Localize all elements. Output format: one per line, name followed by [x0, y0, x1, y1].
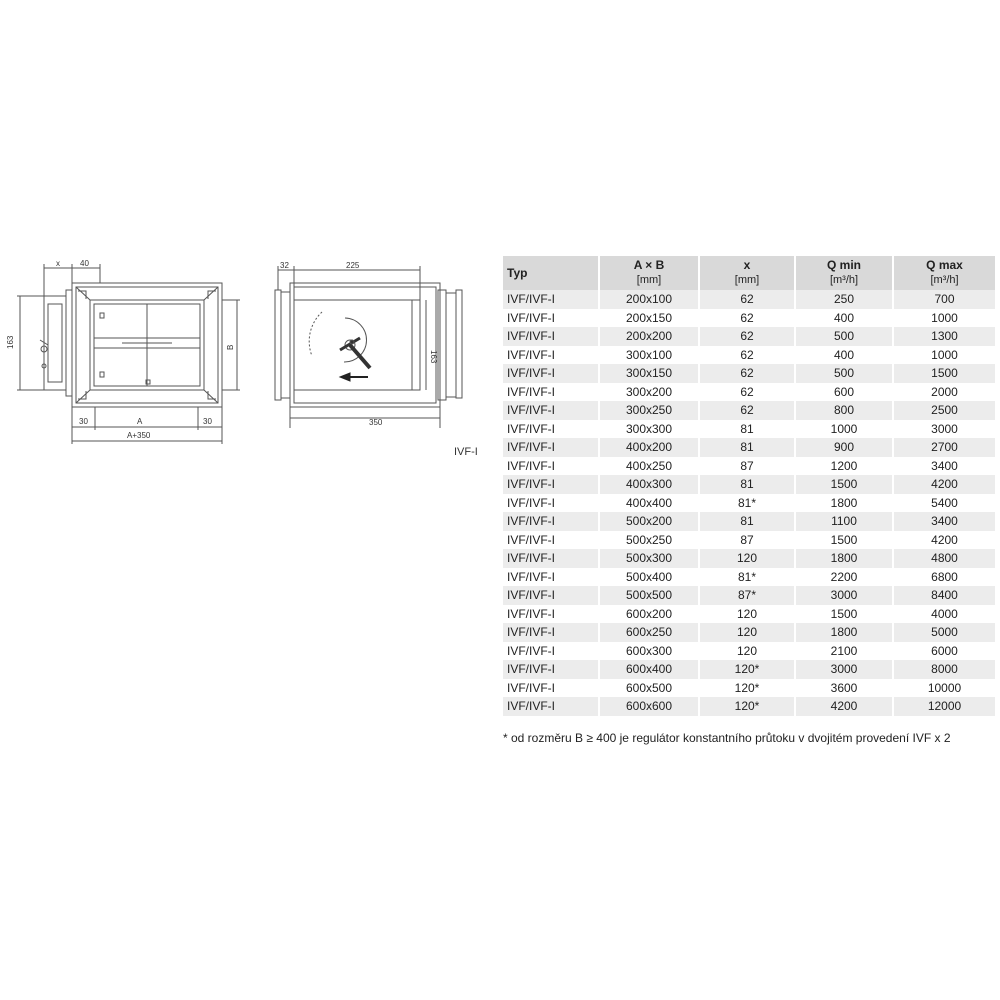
table-row [503, 642, 995, 661]
cell-x: 120* [699, 660, 795, 679]
table-row [503, 383, 995, 402]
table-row [503, 457, 995, 476]
dim-163-side-label: 163 [429, 350, 438, 364]
cell-x: 120 [699, 605, 795, 624]
cell-axb: 200x150 [599, 309, 699, 328]
table-row [503, 660, 995, 679]
cell-typ: IVF/IVF-I [503, 660, 599, 679]
cell-axb: 200x200 [599, 327, 699, 346]
header-qmax: Q max [m³/h] [893, 256, 995, 290]
cell-axb: 300x100 [599, 346, 699, 365]
header-typ: Typ [503, 256, 599, 290]
cell-axb: 600x400 [599, 660, 699, 679]
cell-qmin: 1500 [795, 605, 893, 624]
cell-typ: IVF/IVF-I [503, 420, 599, 439]
cell-axb: 300x150 [599, 364, 699, 383]
cell-typ: IVF/IVF-I [503, 549, 599, 568]
cell-x: 81 [699, 420, 795, 439]
cell-axb: 600x600 [599, 697, 699, 716]
cell-typ: IVF/IVF-I [503, 309, 599, 328]
cell-axb: 500x500 [599, 586, 699, 605]
table-row [503, 679, 995, 698]
cell-qmin: 500 [795, 364, 893, 383]
cell-x: 120* [699, 697, 795, 716]
header-axb: A × B [mm] [599, 256, 699, 290]
cell-typ: IVF/IVF-I [503, 457, 599, 476]
dim-30-left-label: 30 [79, 417, 88, 426]
table-row [503, 586, 995, 605]
cell-qmax: 1500 [893, 364, 995, 383]
dim-163-front-label: 163 [6, 335, 15, 349]
dim-a-label: A [137, 417, 143, 426]
cell-qmin: 2100 [795, 642, 893, 661]
cell-qmin: 3600 [795, 679, 893, 698]
table-footnote: * od rozměru B ≥ 400 je regulátor konstantního průtoku v dvojitém provedení IVF x 2 [503, 731, 951, 745]
specification-table [503, 256, 995, 716]
cell-qmax: 12000 [893, 697, 995, 716]
cell-x: 81* [699, 494, 795, 513]
cell-axb: 500x300 [599, 549, 699, 568]
cell-typ: IVF/IVF-I [503, 475, 599, 494]
cell-qmax: 8000 [893, 660, 995, 679]
cell-qmin: 3000 [795, 586, 893, 605]
cell-typ: IVF/IVF-I [503, 327, 599, 346]
cell-axb: 400x250 [599, 457, 699, 476]
cell-qmin: 1100 [795, 512, 893, 531]
cell-x: 120* [699, 679, 795, 698]
cell-x: 62 [699, 401, 795, 420]
cell-x: 62 [699, 290, 795, 309]
table-row [503, 309, 995, 328]
header-qmin: Q min [m³/h] [795, 256, 893, 290]
cell-axb: 600x250 [599, 623, 699, 642]
table-row [503, 494, 995, 513]
table-row [503, 568, 995, 587]
cell-qmin: 400 [795, 346, 893, 365]
cell-typ: IVF/IVF-I [503, 623, 599, 642]
cell-axb: 600x500 [599, 679, 699, 698]
cell-typ: IVF/IVF-I [503, 346, 599, 365]
cell-qmax: 3400 [931, 458, 958, 473]
cell-x: 62 [699, 364, 795, 383]
cell-qmin: 1800 [795, 494, 893, 513]
side-view-drawing [0, 0, 500, 500]
table-row [503, 364, 995, 383]
cell-typ: IVF/IVF-I [503, 512, 599, 531]
technical-drawings [0, 0, 500, 500]
table-row [503, 327, 995, 346]
cell-axb: 400x200 [599, 438, 699, 457]
cell-typ: IVF/IVF-I [503, 383, 599, 402]
cell-x: 81 [699, 512, 795, 531]
cell-axb: 500x250 [599, 531, 699, 550]
cell-x: 120 [699, 549, 795, 568]
cell-typ: IVF/IVF-I [503, 605, 599, 624]
cell-axb: 600x300 [599, 642, 699, 661]
cell-qmin: 2200 [795, 568, 893, 587]
model-label: IVF-I [454, 446, 478, 458]
cell-x: 62 [699, 383, 795, 402]
cell-qmax: 4200 [893, 475, 995, 494]
cell-x: 81 [699, 438, 795, 457]
cell-qmin: 1500 [795, 531, 893, 550]
cell-axb: 500x400 [599, 568, 699, 587]
cell-axb: 300x250 [599, 401, 699, 420]
cell-typ: IVF/IVF-I [503, 290, 599, 309]
header-x: x [mm] [699, 256, 795, 290]
cell-qmax: 1000 [931, 347, 958, 362]
cell-x: 62 [699, 346, 795, 365]
cell-axb: 300x200 [599, 383, 699, 402]
cell-x: 87 [699, 457, 795, 476]
cell-x: 87 [699, 531, 795, 550]
table-row [503, 438, 995, 457]
dim-x-label: x [56, 259, 60, 268]
cell-axb: 200x100 [599, 290, 699, 309]
cell-axb: 500x200 [599, 512, 699, 531]
cell-axb: 400x400 [599, 494, 699, 513]
cell-qmax: 2700 [893, 438, 995, 457]
cell-qmax: 1300 [893, 327, 995, 346]
table-row [503, 549, 995, 568]
cell-qmin: 1800 [795, 623, 893, 642]
cell-qmax: 5000 [893, 623, 995, 642]
cell-qmax: 10000 [927, 680, 962, 695]
cell-qmax: 2500 [893, 401, 995, 420]
table-row [503, 697, 995, 716]
cell-qmax: 2000 [931, 384, 958, 399]
table-row [503, 346, 995, 365]
cell-typ: IVF/IVF-I [503, 364, 599, 383]
dim-32-label: 32 [280, 261, 289, 270]
dim-b-label: B [226, 344, 235, 350]
cell-qmax: 700 [893, 290, 995, 309]
cell-x: 87* [699, 586, 795, 605]
table-row [503, 290, 995, 309]
table-row [503, 531, 995, 550]
cell-qmin: 4200 [795, 697, 893, 716]
cell-x: 81* [699, 568, 795, 587]
dim-a350-label: A+350 [127, 431, 151, 440]
cell-qmax: 1000 [931, 310, 958, 325]
cell-axb: 400x300 [599, 475, 699, 494]
dim-225-label: 225 [346, 261, 360, 270]
cell-qmin: 1500 [795, 475, 893, 494]
cell-qmax: 3400 [893, 512, 995, 531]
table-row [503, 475, 995, 494]
cell-qmax: 8400 [893, 586, 995, 605]
cell-qmin: 900 [795, 438, 893, 457]
dim-30-right-label: 30 [203, 417, 212, 426]
cell-qmin: 1800 [795, 549, 893, 568]
cell-qmin: 600 [795, 383, 893, 402]
cell-qmax: 4200 [931, 532, 958, 547]
cell-qmin: 400 [795, 309, 893, 328]
table-row [503, 512, 995, 531]
cell-typ: IVF/IVF-I [503, 586, 599, 605]
cell-x: 120 [699, 623, 795, 642]
cell-axb: 300x300 [599, 420, 699, 439]
cell-qmin: 1200 [795, 457, 893, 476]
cell-qmin: 500 [795, 327, 893, 346]
cell-qmin: 1000 [795, 420, 893, 439]
table-row [503, 401, 995, 420]
cell-qmax: 4000 [931, 606, 958, 621]
cell-axb: 600x200 [599, 605, 699, 624]
table-row [503, 420, 995, 439]
table-row [503, 623, 995, 642]
cell-typ: IVF/IVF-I [503, 494, 599, 513]
cell-typ: IVF/IVF-I [503, 697, 599, 716]
cell-qmax: 4800 [893, 549, 995, 568]
table-row [503, 605, 995, 624]
table-body [503, 290, 995, 716]
dim-40-label: 40 [80, 259, 89, 268]
cell-typ: IVF/IVF-I [503, 679, 599, 698]
cell-typ: IVF/IVF-I [503, 568, 599, 587]
cell-typ: IVF/IVF-I [503, 642, 599, 661]
cell-qmax: 3000 [931, 421, 958, 436]
cell-x: 120 [699, 642, 795, 661]
cell-qmax: 6800 [931, 569, 958, 584]
cell-x: 81 [699, 475, 795, 494]
dim-350-label: 350 [369, 418, 383, 427]
cell-qmin: 250 [795, 290, 893, 309]
cell-x: 62 [699, 309, 795, 328]
table-header-row [503, 256, 995, 290]
cell-qmax: 6000 [931, 643, 958, 658]
cell-typ: IVF/IVF-I [503, 531, 599, 550]
cell-qmax: 5400 [931, 495, 958, 510]
cell-x: 62 [699, 327, 795, 346]
cell-qmin: 800 [795, 401, 893, 420]
cell-typ: IVF/IVF-I [503, 401, 599, 420]
cell-typ: IVF/IVF-I [503, 438, 599, 457]
cell-qmin: 3000 [795, 660, 893, 679]
